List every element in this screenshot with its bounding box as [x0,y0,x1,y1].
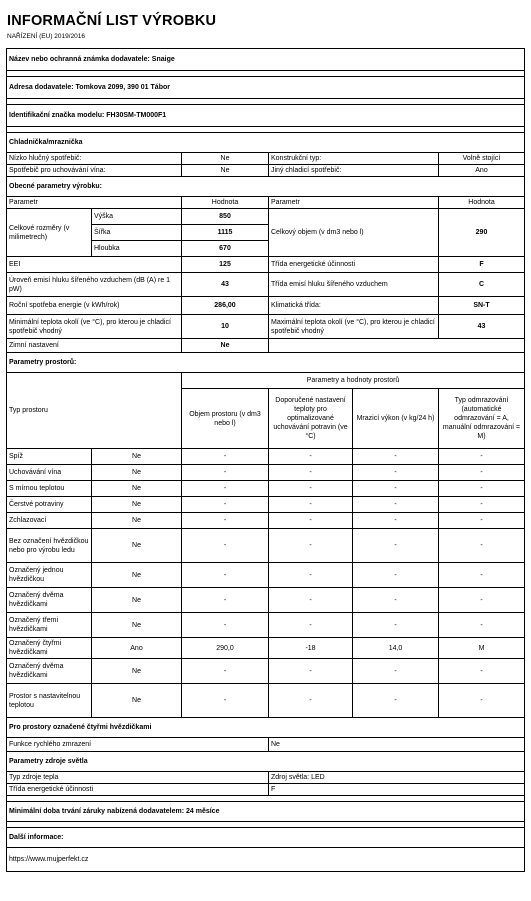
compartment-volume: - [182,465,269,481]
fast-freeze-label: Funkce rychlého zmrazení [7,738,269,752]
compartment-present: Ne [92,497,182,513]
compartment-temp: - [269,588,353,613]
light-type-value: Zdroj světla: LED [269,772,525,784]
compartment-volume: - [182,563,269,588]
col-value-header: Hodnota [182,197,269,209]
light-class-value: F [269,784,525,796]
general-header-row [7,197,525,209]
design-type-value: Volně stojící [439,153,525,165]
compartment-row [7,449,525,465]
compartment-freeze: - [353,497,439,513]
supplier-trademark-row [7,49,525,71]
compartment-defrost: - [439,481,525,497]
height-value: 850 [182,209,269,225]
page-title: INFORMAČNÍ LIST VÝROBKU [7,13,217,29]
winter-setting-label: Zimní nastavení [7,339,182,353]
compartment-row [7,481,525,497]
compartment-freeze: - [353,465,439,481]
compartment-temp: - [269,563,353,588]
noise-class-label: Třída emisí hluku šířeného vzduchem [269,273,439,297]
min-temp-label: Minimální teplota okolí (ve °C), pro kterou je chladicí spotřebič vhodný [7,315,182,339]
compartment-name: Označený jednou hvězdičkou [7,563,92,588]
compartment-freeze: - [353,481,439,497]
fast-freeze-value: Ne [269,738,525,752]
compartment-temp: - [269,497,353,513]
compartment-present: Ne [92,563,182,588]
winter-setting-row [7,339,525,353]
compartment-temp: - [269,465,353,481]
climate-class-value: SN-T [439,297,525,315]
compartment-row [7,659,525,684]
product-sheet-table [6,48,525,872]
annual-consumption-value: 286,00 [182,297,269,315]
noise-value: 43 [182,273,269,297]
warranty-row [7,802,525,822]
compartment-defrost: - [439,497,525,513]
compartment-row [7,588,525,613]
depth-label: Hloubka [92,241,182,257]
climate-class-label: Klimatická třída: [269,297,439,315]
col-param-header-2: Parametr [269,197,439,209]
compartment-temp: - [269,449,353,465]
eei-label: EEI [7,257,182,273]
light-source-title: Parametry zdroje světla [7,752,525,772]
compartment-present: Ne [92,613,182,638]
compartment-defrost-header: Typ odmrazování (automatické odmrazování = A, manuální odmrazování = M) [439,389,525,449]
compartment-name: Označený třemi hvězdičkami [7,613,92,638]
compartment-temp: - [269,684,353,718]
compartment-temp: - [269,613,353,638]
compartment-params-header: Parametry a hodnoty prostorů [182,373,525,389]
compartment-freeze-header: Mrazicí výkon (v kg/24 h) [353,389,439,449]
compartment-rows [7,449,525,718]
low-noise-row [7,153,525,165]
compartment-present: Ano [92,638,182,659]
compartment-defrost: - [439,588,525,613]
eei-value: 125 [182,257,269,273]
max-temp-value: 43 [439,315,525,339]
eei-row [7,257,525,273]
compartment-defrost: - [439,449,525,465]
trademark-label: Název nebo ochranná známka dodavatele: [9,56,150,63]
general-params-title: Obecné parametry výrobku: [7,177,525,197]
total-volume-label: Celkový objem (v dm3 nebo l) [269,209,439,257]
model-identifier-row [7,105,525,127]
model-label: Identifikační značka modelu: [9,112,105,119]
compartment-present: Ne [92,588,182,613]
address-value: Tomkova 2099, 390 01 Tábor [75,84,170,91]
compartment-row [7,684,525,718]
category-title: Chladnička/mraznička [7,133,525,153]
compartment-name: Označený čtyřmi hvězdičkami [7,638,92,659]
col-param-header: Parametr [7,197,182,209]
compartment-temp-header: Doporučené nastavení teploty pro optimalizované uchovávání potravin (ve °C) [269,389,353,449]
compartment-temp: -18 [269,638,353,659]
compartment-name: Prostor s nastavitelnou teplotou [7,684,92,718]
width-value: 1115 [182,225,269,241]
compartment-temp: - [269,481,353,497]
compartment-name: Označený dvěma hvězdičkami [7,588,92,613]
compartment-volume: - [182,684,269,718]
wine-storage-label: Spotřebič pro uchovávání vína: [7,165,182,177]
compartment-volume: - [182,659,269,684]
compartment-row [7,563,525,588]
warranty-label: Minimální doba trvání záruky nabízená dodavatelem: [9,808,185,815]
compartment-freeze: - [353,613,439,638]
wine-storage-row [7,165,525,177]
compartment-defrost: - [439,563,525,588]
compartment-volume: - [182,529,269,563]
compartment-name: Zchlazovací [7,513,92,529]
compartment-volume: - [182,449,269,465]
compartment-present: Ne [92,529,182,563]
noise-row [7,273,525,297]
annual-consumption-row [7,297,525,315]
compartment-defrost: - [439,465,525,481]
compartment-name: S mírnou teplotou [7,481,92,497]
compartment-volume: - [182,588,269,613]
wine-storage-value: Ne [182,165,269,177]
winter-setting-value: Ne [182,339,269,353]
compartment-freeze: - [353,529,439,563]
compartment-row [7,638,525,659]
noise-label: Úroveň emisí hluku šířeného vzduchem (dB (A) re 1 pW) [7,273,182,297]
compartments-group-header-row [7,373,525,389]
compartment-freeze: - [353,563,439,588]
fast-freeze-row [7,738,525,752]
height-row [7,209,525,225]
annual-consumption-label: Roční spotřeba energie (v kWh/rok) [7,297,182,315]
address-label: Adresa dodavatele: [9,84,74,91]
light-type-row [7,772,525,784]
additional-info-url[interactable]: https://www.mujperfekt.cz [7,848,525,872]
compartment-defrost: - [439,684,525,718]
compartment-freeze: - [353,684,439,718]
compartment-present: Ne [92,684,182,718]
regulation-reference: NAŘÍZENÍ (EU) 2019/2016 [7,33,86,40]
model-value: FH30SM-TM000F1 [106,112,167,119]
four-star-title: Pro prostory označené čtyřmi hvězdičkami [7,718,525,738]
width-label: Šířka [92,225,182,241]
compartment-volume: - [182,497,269,513]
compartment-freeze: 14,0 [353,638,439,659]
col-value-header-2: Hodnota [439,197,525,209]
height-label: Výška [92,209,182,225]
compartment-volume: 290,0 [182,638,269,659]
compartment-name: Spíž [7,449,92,465]
ambient-temp-row [7,315,525,339]
other-appliance-value: Ano [439,165,525,177]
trademark-value: Snaige [151,56,175,63]
light-class-row [7,784,525,796]
compartment-freeze: - [353,659,439,684]
compartment-temp: - [269,513,353,529]
compartment-freeze: - [353,588,439,613]
compartment-present: Ne [92,465,182,481]
compartment-volume: - [182,513,269,529]
light-type-label: Typ zdroje tepla [7,772,269,784]
design-type-label: Konstrukční typ: [269,153,439,165]
compartment-present: Ne [92,449,182,465]
low-noise-value: Ne [182,153,269,165]
compartment-row [7,497,525,513]
compartment-name: Označený dvěma hvězdičkami [7,659,92,684]
compartment-row [7,529,525,563]
compartment-defrost: - [439,613,525,638]
energy-class-label: Třída energetické účinnosti [269,257,439,273]
supplier-address-row [7,77,525,99]
energy-class-value: F [439,257,525,273]
max-temp-label: Maximální teplota okolí (ve °C), pro kterou je chladicí spotřebič vhodný [269,315,439,339]
compartment-freeze: - [353,449,439,465]
compartments-title: Parametry prostorů: [7,353,525,373]
compartment-defrost: - [439,659,525,684]
min-temp-value: 10 [182,315,269,339]
compartment-volume-header: Objem prostoru (v dm3 nebo l) [182,389,269,449]
compartment-volume: - [182,613,269,638]
compartment-defrost: M [439,638,525,659]
light-class-label: Třída energetické účinnosti [7,784,269,796]
compartment-row [7,513,525,529]
compartment-name: Čerstvé potraviny [7,497,92,513]
total-volume-value: 290 [439,209,525,257]
additional-info-label: Další informace: [7,828,525,848]
compartment-name: Uchovávání vína [7,465,92,481]
compartment-present: Ne [92,513,182,529]
warranty-value: 24 měsíce [186,808,220,815]
compartment-present: Ne [92,659,182,684]
depth-value: 670 [182,241,269,257]
low-noise-label: Nízko hlučný spotřebič: [7,153,182,165]
compartment-freeze: - [353,513,439,529]
compartment-volume: - [182,481,269,497]
compartment-temp: - [269,659,353,684]
noise-class-value: C [439,273,525,297]
compartment-row [7,465,525,481]
compartment-name: Bez označení hvězdičkou nebo pro výrobu ledu [7,529,92,563]
compartment-present: Ne [92,481,182,497]
compartment-row [7,613,525,638]
dimensions-label: Celkové rozměry (v milimetrech) [7,209,92,257]
other-appliance-label: Jiný chladicí spotřebič: [269,165,439,177]
compartment-type-header: Typ prostoru [7,373,182,449]
compartment-temp: - [269,529,353,563]
compartment-defrost: - [439,513,525,529]
compartment-defrost: - [439,529,525,563]
